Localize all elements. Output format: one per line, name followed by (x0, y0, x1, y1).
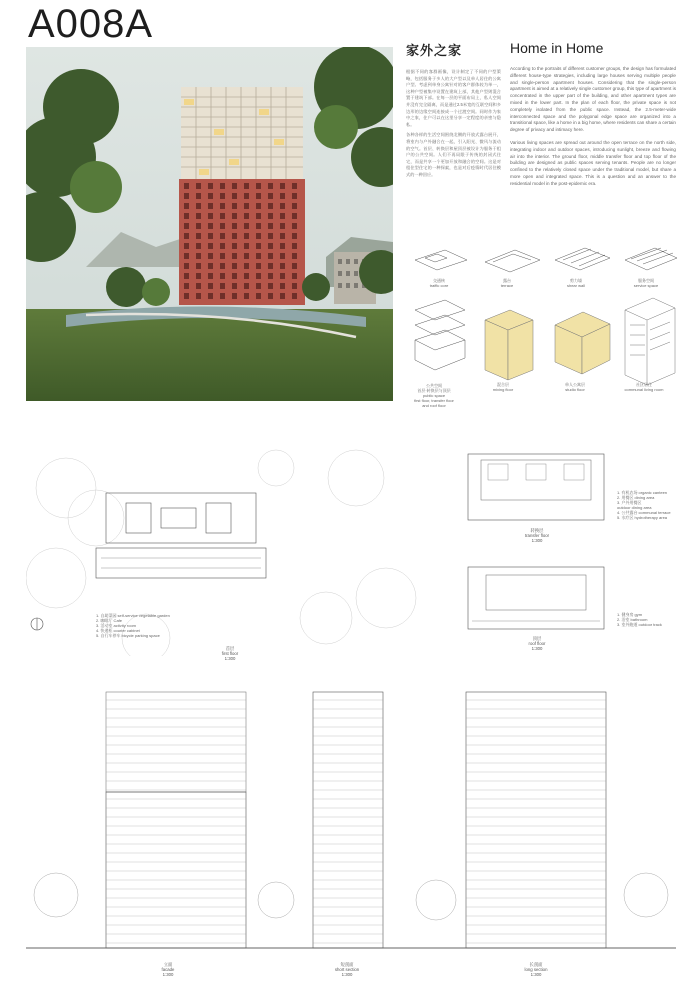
transfer-floor-legend: 1. 有机农场 organic canteen 2. 用餐区 dining area 3. 户外用餐区 outdoor dining area 4. 公共露台 communal terrace 5. 水疗区 hydrotherapy area (617, 490, 671, 520)
window (208, 193, 213, 199)
window (232, 193, 237, 199)
window (184, 183, 189, 189)
window (196, 253, 201, 259)
window (256, 213, 261, 219)
window (196, 203, 201, 209)
window (208, 243, 213, 249)
window (184, 293, 189, 299)
window (268, 283, 273, 289)
window (256, 273, 261, 279)
text-cn-paragraph: 各种各样的生活空间围绕北侧的开放式露台展开，将室内与户外融合在一起，引入阳光、微风与流动的空气。首层、转换层和屋顶层被设计为服务于租户的公共空间。人们不再局限于传统的封闭式住宅，而是共享一个更加开放和融合的空间。这是对租住型住宅的一种探索，也是对后疫情时代居住模式的一种回应。 (406, 132, 501, 177)
window (196, 213, 201, 219)
title-cn: 家外之家 (406, 43, 463, 58)
window (244, 183, 249, 189)
window (220, 283, 225, 289)
window (268, 203, 273, 209)
window (244, 213, 249, 219)
text-en-paragraph: Various living spaces are spread out around the open terrace on the north side, integrating indoor and outdoor spaces, introducing sunlight, breeze and flowing air into the interior. The ground floor, middle transfer floor and top floor of the building are designed as public spaces serving tenants. People are no longer confined to the relatively closed space under the traditional model, but share a more open and integrated space. This is a question and an answer to the residential model in the post-epidemic era. (510, 139, 676, 186)
window (292, 193, 297, 199)
window (244, 263, 249, 269)
window (220, 203, 225, 209)
first-floor-caption: 首层 first floor 1:300 (221, 646, 239, 662)
window (280, 263, 285, 269)
window (232, 213, 237, 219)
window (232, 243, 237, 249)
window (196, 223, 201, 229)
window (292, 223, 297, 229)
window (220, 273, 225, 279)
window (208, 253, 213, 259)
window (244, 293, 249, 299)
window (184, 193, 189, 199)
window (232, 203, 237, 209)
window (232, 183, 237, 189)
window (268, 243, 273, 249)
window (220, 253, 225, 259)
window (280, 253, 285, 259)
description-en (510, 40, 676, 194)
window (268, 223, 273, 229)
window (280, 193, 285, 199)
window (244, 203, 249, 209)
window (292, 213, 297, 219)
window (244, 283, 249, 289)
window (244, 243, 249, 249)
window (184, 203, 189, 209)
window (256, 233, 261, 239)
window (292, 183, 297, 189)
window (280, 243, 285, 249)
window (268, 183, 273, 189)
window (184, 253, 189, 259)
window (292, 203, 297, 209)
window (256, 203, 261, 209)
window (268, 263, 273, 269)
window (256, 193, 261, 199)
first-floor-legend: 1. 自助菜园 self-service vegetable garden 2. 咖啡厅 Cafe 3. 活动室 activity room 4. 快递柜 courier cabinet 5. 自行车停车 bicycle parking space (96, 613, 170, 638)
window (232, 253, 237, 259)
title-en: Home in Home (510, 40, 604, 56)
window (280, 293, 285, 299)
roof-floor-legend: 1. 健身房 gym 2. 浴室 bathroom 3. 室外跑道 outdoor track (617, 612, 662, 627)
tower-rendering (26, 47, 393, 401)
window (196, 273, 201, 279)
north-arrow-icon (30, 617, 44, 631)
window (244, 223, 249, 229)
window (268, 273, 273, 279)
window (280, 233, 285, 239)
window (292, 293, 297, 299)
window (220, 263, 225, 269)
window (220, 233, 225, 239)
window (232, 283, 237, 289)
window (268, 233, 273, 239)
window (208, 263, 213, 269)
window (268, 193, 273, 199)
window (280, 273, 285, 279)
window (256, 223, 261, 229)
window (196, 243, 201, 249)
window (208, 203, 213, 209)
window (232, 293, 237, 299)
window (292, 243, 297, 249)
window (184, 273, 189, 279)
window (196, 283, 201, 289)
diagram-caption: 单人公寓层 studio floor (565, 382, 585, 392)
window (292, 283, 297, 289)
window (256, 253, 261, 259)
window (184, 263, 189, 269)
window (292, 233, 297, 239)
window (232, 263, 237, 269)
short-section-caption: 短剖面 short section 1:300 (334, 962, 360, 978)
window (280, 203, 285, 209)
window (208, 273, 213, 279)
window (256, 293, 261, 299)
project-code: A008A (28, 2, 154, 46)
description-cn (406, 40, 501, 183)
window (196, 263, 201, 269)
window (220, 183, 225, 189)
diagram-caption: 社区居住 communal living room (624, 382, 664, 392)
diagram-caption: 交通核 traffic core (429, 278, 449, 288)
window (184, 243, 189, 249)
window (184, 233, 189, 239)
text-cn-paragraph: 根据不同的客群画像，设计制定了不同的户型策略，包括服务于多人的大户型以及单人居住的公寓户型。考虑到单身公寓针对的客户群体较为单一，这种户型被集中设置在建筑上部，其他户型则混合置于建筑下部。在每一层的平面布局上，私人空间并没有完全隔离，而是通过2.5米宽的互联空间和多边形的边缘空间连接成一个过渡空间。同时作为家中之家，住户可以在这里分享一定程度的亲密与隐私。 (406, 69, 501, 127)
window (208, 183, 213, 189)
window (220, 293, 225, 299)
window (196, 233, 201, 239)
window (184, 213, 189, 219)
window (292, 263, 297, 269)
window (196, 183, 201, 189)
window (232, 273, 237, 279)
diagram-caption: 公共空间 首层·转换层与顶层 public space first floor, transfer floor and roof floor (414, 383, 454, 408)
window (280, 223, 285, 229)
window (256, 243, 261, 249)
window (184, 223, 189, 229)
diagram-caption: 混合层 mixing floor (492, 382, 514, 392)
window (220, 243, 225, 249)
window (280, 183, 285, 189)
window (208, 283, 213, 289)
text-en-paragraph: According to the portraits of different customer groups, the design has formulated different house-type strategies, including large houses serving multiple people and single-person apartment houses. Considering that the single-person apartment is aimed at a relatively single customer group, this type of apartment is concentrated in the upper part of the building, and other apartment types are mixed in the lower part. In the plan of each floor, the private space is not completely isolated from the public space. Instead, the 2.5-meter-wide interconnected space and the polygonal edge space are organized into a transitional space, like a home in a big home, where residents can share a certain degree of privacy and intimacy here. (510, 66, 676, 133)
window (292, 273, 297, 279)
window (184, 283, 189, 289)
window (268, 293, 273, 299)
window (196, 293, 201, 299)
facade-caption: 立面 facade 1:300 (161, 962, 175, 978)
roof-floor-caption: 顶层 roof floor 1:300 (528, 636, 546, 652)
window (280, 213, 285, 219)
window (208, 293, 213, 299)
window (244, 253, 249, 259)
window (220, 213, 225, 219)
long-section-caption: 长剖面 long section 1:300 (524, 962, 548, 978)
window (244, 273, 249, 279)
window (244, 233, 249, 239)
window (256, 183, 261, 189)
transfer-floor-caption: 转换层 transfer floor 1:300 (524, 528, 550, 544)
diagram-caption: 露台 terrace (500, 278, 514, 288)
window (208, 233, 213, 239)
window (232, 233, 237, 239)
window (292, 253, 297, 259)
window (220, 223, 225, 229)
window (256, 283, 261, 289)
window (280, 283, 285, 289)
diagram-caption: 剪力墙 shear wall (566, 278, 585, 288)
window (268, 213, 273, 219)
window (244, 193, 249, 199)
window (256, 263, 261, 269)
window (208, 223, 213, 229)
window (268, 253, 273, 259)
window (196, 193, 201, 199)
window (232, 223, 237, 229)
diagram-caption: 服务空间 service space (633, 278, 659, 288)
window (220, 193, 225, 199)
window (208, 213, 213, 219)
